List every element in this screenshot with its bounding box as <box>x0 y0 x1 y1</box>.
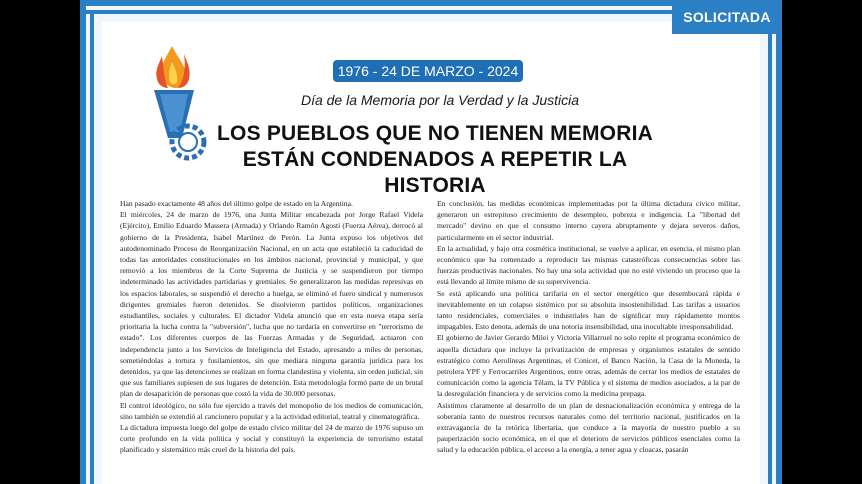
headline-line-2: ESTÁN CONDENADOS A REPETIR LA HISTORIA <box>242 148 628 197</box>
left-column <box>120 198 423 456</box>
article-columns <box>120 198 740 456</box>
paragraph: Se está aplicando una política tarifaria en el sector energético que desembocará rápida e inevitablemente en un colapso sistémico por su absoluta insostenibilidad. Las tarifas a usuarios tanto residenciales, comerciales e industriales han de significar muy rápidamente montos impagables. Esto denota, además de una notoria insensibilidad, una inocultable irresponsabilidad. <box>437 288 740 332</box>
solicitada-badge: SOLICITADA <box>672 0 782 34</box>
headline <box>200 121 670 199</box>
paragraph: El miércoles, 24 de marzo de 1976, una Junta Militar encabezada por Jorge Rafael Videla (Ejército), Emilio Eduardo Massera (Armada) y Orlando Ramón Agosti (Fuerza Aérea), derrocó al gobierno de la Presidenta, Isabel Martínez de Perón. La Junta expuso los objetivos del autodenominado Proceso de Reorganización Nacional, en un acta que estableció la caducidad de todas las autoridades constitucionales en los ámbitos nacional, provincial y municipal, y que removió a los miembros de la Corte Suprema de Justicia y se suspendieron por tiempo indeterminado las actividades partidarias y gremiales. Se generalizaron las medidas represivas en los espacios laborales, se suspendió el derecho a huelga, se eliminó el fuero sindical y numerosos dirigentes gremiales fueron detenidos. Se disolvieron partidos políticos, organizaciones estudiantiles, sociales y culturales. El dictador Videla anunció que en esta nueva etapa sería prioritaria la lucha contra la "subversión", lucha que no tardaría en convertirse en "terrorismo de estado". Los diferentes cuerpos de las Fuerzas Armadas y de Seguridad, actuaron con independencia junto a los Servicios de Inteligencia del Estado, apresando a miles de personas, sometiéndolas a tortura y fusilamientos, sin que mediara ninguna garantía jurídica para los detenidos, ya que las detenciones se realizan en forma clandestina y violenta, sin orden judicial, sin que sus familiares supiesen de sus lugares de detención. Esta metodología formó parte de un brutal plan de desaparición de personas que costó la vida de 30.000 personas. <box>120 210 423 399</box>
left-border <box>80 0 86 484</box>
right-border <box>776 0 782 484</box>
headline-line-1: LOS PUEBLOS QUE NO TIENEN MEMORIA <box>217 122 653 145</box>
paragraph: En conclusión, las medidas económicas implementadas por la última dictadura cívico militar, generaron un estrepitoso crecimiento de desempleo, pobreza e indigencia. La "libertad del mercado" devino en que el consumo interno cayera abruptamente y dejara severos daños, particularmente en el sector industrial. <box>437 199 740 242</box>
newspaper-page <box>80 0 782 484</box>
date-banner: 1976 - 24 DE MARZO - 2024 <box>333 60 523 82</box>
paragraph: Han pasado exactamente 48 años del último golpe de estado en la Argentina. <box>120 199 353 208</box>
right-column <box>437 198 740 456</box>
paragraph: El control ideológico, no sólo fue ejercido a través del monopolio de los medios de comunicación, sino también se extendió al cancionero popular y a la actividad editorial, teatral y cinematográfica. <box>120 400 423 421</box>
subtitle: Día de la Memoria por la Verdad y la Justicia <box>300 92 580 108</box>
paragraph: El gobierno de Javier Gerardo Milei y Victoria Villarruel no solo repite el programa económico de aquella dictadura que incluye la privatización de empresas y organismos estatales de sentido estratégico como Aerolíneas Argentinas, el Conicet, el Banco Nación, la Casa de la Moneda, la petrolera YPF y Ferrocarriles Argentinos, entre otras, además de cerrar los medios de estatales de comunicación como la agencia Télam, la TV Pública y el sistema de medios asociados, a la par de la desregulación financiera y de servicios como la medicina prepaga. <box>437 333 740 399</box>
left-border-inner <box>90 10 94 484</box>
paragraph: Asistimos claramente al desarrollo de un plan de desnacionalización económica y entrega de la soberanía tanto de nuestros recursos naturales como del territorio nacional, justificados en la extravagancia de la retórica libertaria, que conduce a la mayoría de nuestro pueblo a su pauperización socio económica, en el que el deterioro de servicios públicos esenciales como la salud y la educación pública, el acceso a la energía, a tener agua y cloacas, pasarán <box>437 400 740 455</box>
paragraph: En la actualidad, y bajo otra cosmética institucional, se vuelve a aplicar, en esencia, el mismo plan económico que ha comenzado a reproducir las mismas catastróficas consecuencias sobre las fuerzas productivas nacionales. No hay una sola actividad que no esté viviendo un proceso que la está llevando al límite mismo de su supervivencia. <box>437 243 740 287</box>
paragraph: La dictadura impuesta luego del golpe de estado cívico militar del 24 de marzo de 1976 supuso un corte profundo en la vida política y social y constituyó la experiencia de terrorismo estatal planificado y sistemático más cruel de la historia del país. <box>120 423 423 455</box>
right-border-inner <box>768 10 772 484</box>
